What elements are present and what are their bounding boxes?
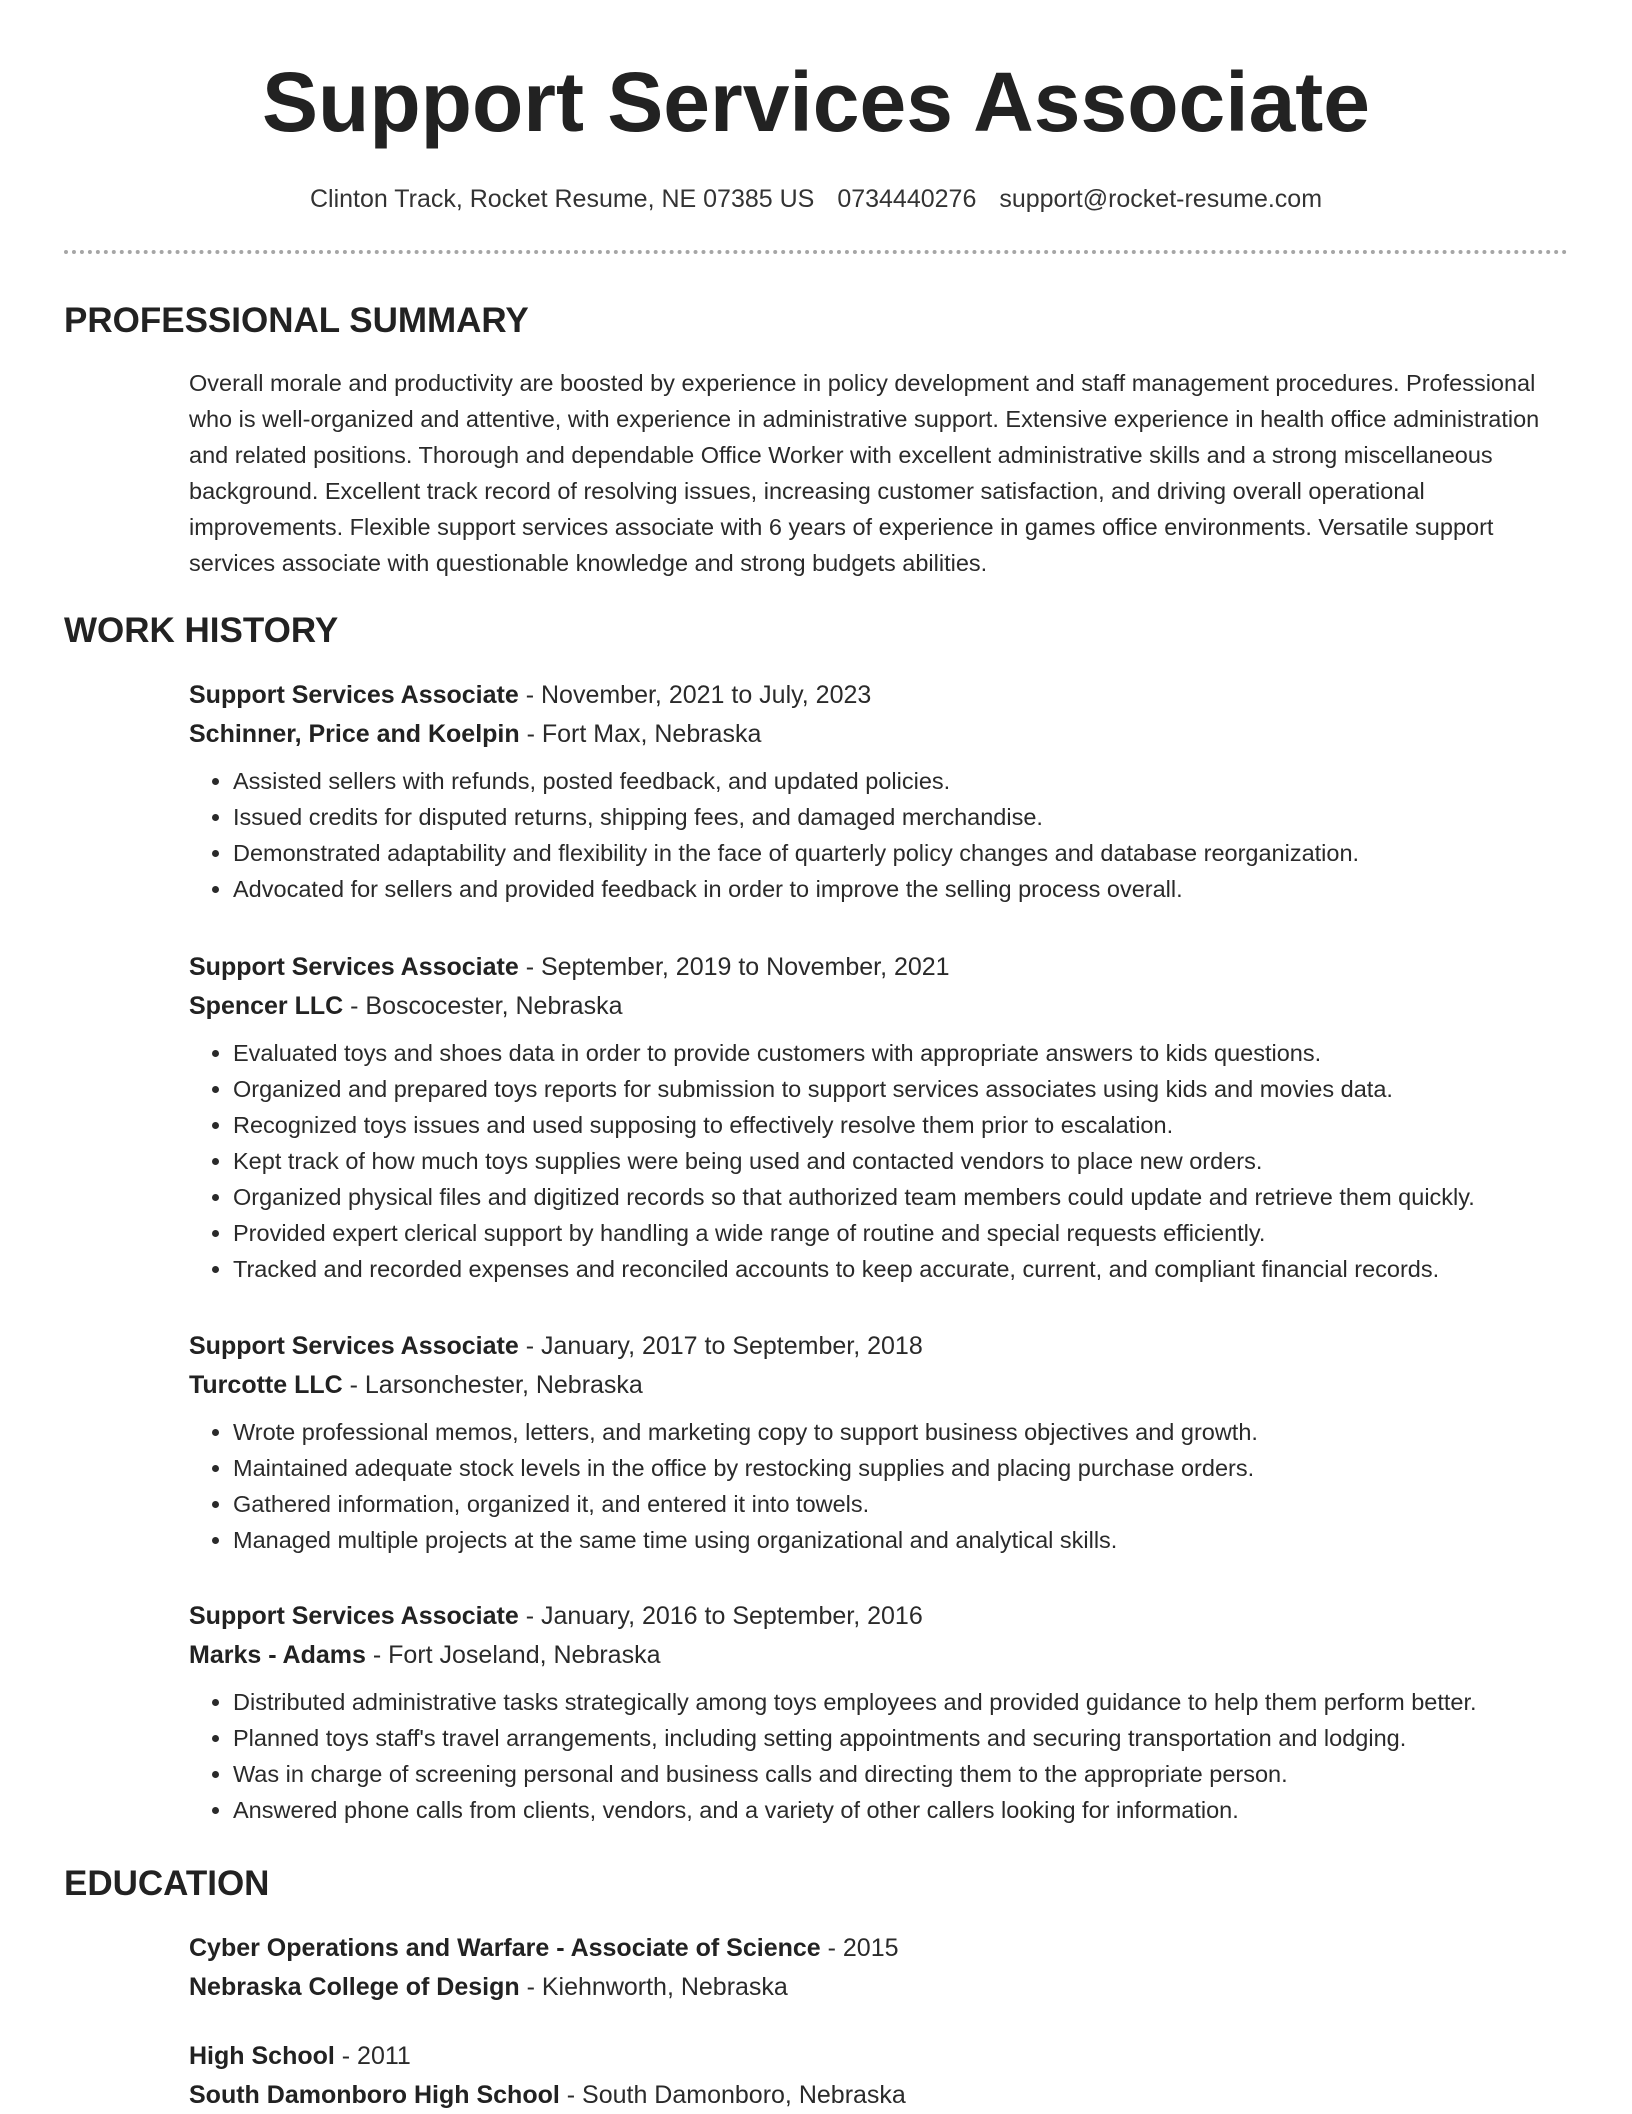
job-title: Support Services Associate (189, 681, 519, 709)
job-bullet: • Demonstrated adaptability and flexibility in the face of quarterly policy changes and database reorganization. (233, 835, 1579, 871)
job-dates: - November, 2021 to July, 2023 (518, 681, 872, 709)
education-degree: Cyber Operations and Warfare - Associate of Science (189, 1934, 821, 1962)
job-entry (189, 676, 1579, 907)
job-location: - Boscocester, Nebraska (343, 992, 623, 1020)
job-company: Spencer LLC (189, 992, 344, 1020)
job-dates: - September, 2019 to November, 2021 (518, 953, 950, 981)
job-entry (189, 1327, 1579, 1558)
job-bullet: • Issued credits for disputed returns, shipping fees, and damaged merchandise. (233, 799, 1579, 835)
education-degree-line (189, 2037, 1579, 2075)
job-title-line (189, 1327, 1579, 1365)
job-bullet: • Advocated for sellers and provided feedback in order to improve the selling process overall. (233, 871, 1579, 907)
job-title-line (189, 948, 1579, 986)
job-bullet: • Evaluated toys and shoes data in order to provide customers with appropriate answers to kids questions. (233, 1035, 1579, 1071)
job-location: - Fort Max, Nebraska (519, 720, 762, 748)
job-entry (189, 1597, 1579, 1828)
contact-phone: 0734440276 (837, 185, 977, 213)
education-school-line (189, 2076, 1579, 2114)
education-school-line (189, 1968, 1579, 2006)
education-entry (189, 2037, 1579, 2114)
education-degree: High School (189, 2042, 335, 2070)
education-location: - South Damonboro, Nebraska (559, 2081, 906, 2109)
contact-address: Clinton Track, Rocket Resume, NE 07385 US (309, 185, 815, 213)
job-title: Support Services Associate (189, 1602, 519, 1630)
job-bullet: • Wrote professional memos, letters, and marketing copy to support business objectives and growth. (233, 1414, 1579, 1450)
job-dates: - January, 2016 to September, 2016 (518, 1602, 923, 1630)
job-company-line (189, 1366, 1579, 1404)
job-title: Support Services Associate (189, 953, 519, 981)
job-bullet: • Distributed administrative tasks strategically among toys employees and provided guidance to help them perform better. (233, 1684, 1579, 1720)
job-bullet: • Organized physical files and digitized records so that authorized team members could update and retrieve them quickly. (233, 1179, 1579, 1215)
job-bullets (189, 1684, 1579, 1828)
job-company-line (189, 987, 1579, 1025)
candidate-name: Support Services Associate (262, 55, 1370, 149)
job-company-line (189, 715, 1579, 753)
job-company-line (189, 1636, 1579, 1674)
job-bullet: • Tracked and recorded expenses and reconciled accounts to keep accurate, current, and compliant financial records. (233, 1251, 1579, 1287)
education-location: - Kiehnworth, Nebraska (519, 1973, 788, 2001)
education-school: South Damonboro High School (189, 2081, 560, 2109)
section-title-work-history: WORK HISTORY (64, 611, 339, 650)
job-title-line (189, 676, 1579, 714)
job-location: - Fort Joseland, Nebraska (365, 1641, 661, 1669)
job-bullet: • Kept track of how much toys supplies were being used and contacted vendors to place new orders. (233, 1143, 1579, 1179)
education-year: - 2015 (820, 1934, 899, 1962)
summary-text: Overall morale and productivity are boosted by experience in policy development and staff management procedures. Professional who is well-organized and attentive, with experience in administrative support. Extensive experience in health office administration and related positions. Thorough and dependable Office Worker with excellent administrative skills and a strong miscellaneous background. Excellent track record of resolving issues, increasing customer satisfaction, and driving overall operational improvements. Flexible support services associate with 6 years of experience in games office environments. Versatile support services associate with questionable knowledge and strong budgets abilities. (189, 370, 1540, 576)
job-bullet: • Recognized toys issues and used supposing to effectively resolve them prior to escalation. (233, 1107, 1579, 1143)
job-company: Turcotte LLC (189, 1371, 343, 1399)
job-bullet: • Organized and prepared toys reports for submission to support services associates using kids and movies data. (233, 1071, 1579, 1107)
job-bullet: • Answered phone calls from clients, vendors, and a variety of other callers looking for information. (233, 1792, 1579, 1828)
education-school: Nebraska College of Design (189, 1973, 520, 2001)
job-title-line (189, 1597, 1579, 1635)
job-company: Marks - Adams (189, 1641, 366, 1669)
job-bullet: • Maintained adequate stock levels in the office by restocking supplies and placing purchase orders. (233, 1450, 1579, 1486)
job-company: Schinner, Price and Koelpin (189, 720, 520, 748)
job-bullet: • Was in charge of screening personal and business calls and directing them to the appropriate person. (233, 1756, 1579, 1792)
job-bullet: • Planned toys staff's travel arrangements, including setting appointments and securing transportation and lodging. (233, 1720, 1579, 1756)
job-dates: - January, 2017 to September, 2018 (518, 1332, 923, 1360)
job-bullets (189, 763, 1579, 907)
section-title-summary: PROFESSIONAL SUMMARY (64, 301, 529, 340)
job-bullets (189, 1035, 1579, 1287)
section-title-education: EDUCATION (64, 1864, 270, 1903)
job-entry (189, 948, 1579, 1287)
contact-info (0, 181, 1632, 217)
job-location: - Larsonchester, Nebraska (342, 1371, 643, 1399)
job-bullets (189, 1414, 1579, 1558)
job-bullet: • Assisted sellers with refunds, posted feedback, and updated policies. (233, 763, 1579, 799)
education-entry (189, 1929, 1579, 2006)
education-year: - 2011 (334, 2042, 411, 2070)
job-title: Support Services Associate (189, 1332, 519, 1360)
job-bullet: • Managed multiple projects at the same time using organizational and analytical skills. (233, 1522, 1579, 1558)
header-divider (64, 250, 1568, 254)
job-bullet: • Provided expert clerical support by handling a wide range of routine and special requests efficiently. (233, 1215, 1579, 1251)
job-bullet: • Gathered information, organized it, and entered it into towels. (233, 1486, 1579, 1522)
education-degree-line (189, 1929, 1579, 1967)
contact-email: support@rocket-resume.com (999, 185, 1323, 213)
